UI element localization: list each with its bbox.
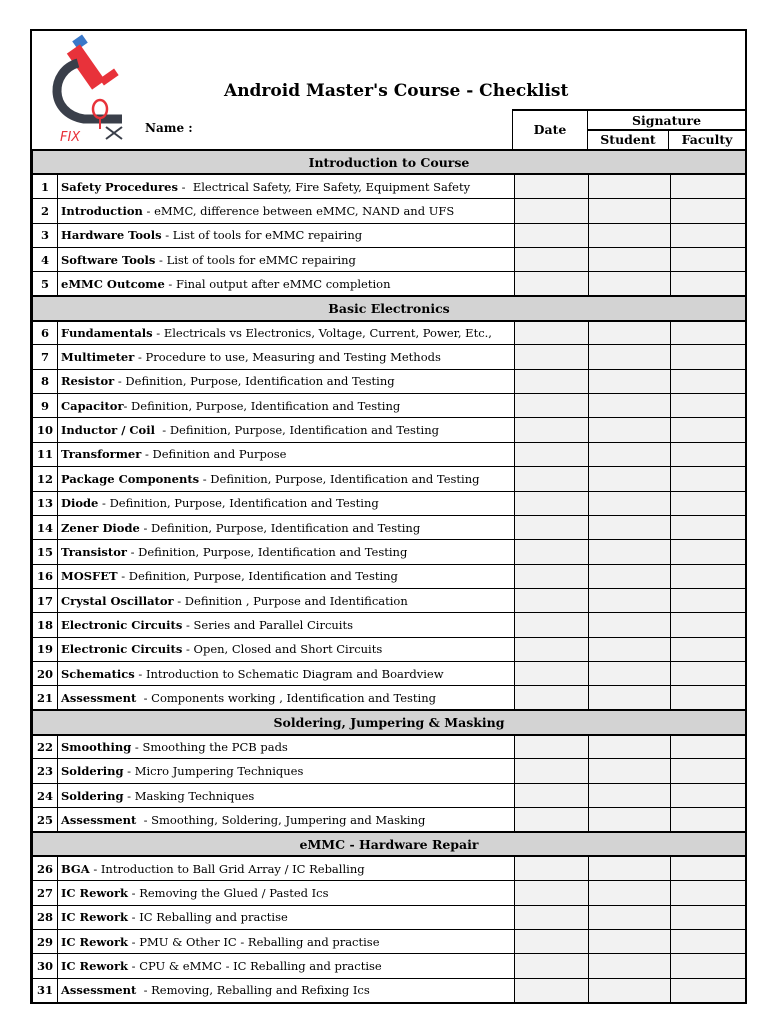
faculty-signature-cell[interactable]: [671, 345, 746, 369]
date-cell[interactable]: [515, 905, 589, 929]
topic-detail: - Definition, Purpose, Identification and Testing: [114, 374, 395, 389]
row-number: 13: [33, 491, 58, 515]
student-signature-cell[interactable]: [589, 247, 671, 271]
date-cell[interactable]: [515, 808, 589, 832]
student-signature-cell[interactable]: [589, 369, 671, 393]
row-number: 10: [33, 418, 58, 442]
faculty-signature-cell[interactable]: [671, 199, 746, 223]
date-cell[interactable]: [515, 515, 589, 539]
faculty-signature-cell[interactable]: [671, 613, 746, 637]
row-number: 1: [33, 174, 58, 198]
checklist-row: [33, 247, 746, 271]
date-cell[interactable]: [515, 856, 589, 880]
faculty-header: Faculty: [668, 130, 745, 149]
faculty-signature-cell[interactable]: [671, 321, 746, 345]
topic-name: Multimeter: [61, 350, 135, 365]
topic-name: Fundamentals: [61, 325, 153, 340]
checklist-row: [33, 783, 746, 807]
topic-detail: - eMMC, difference between eMMC, NAND and UFS: [142, 203, 455, 218]
topic-description: [58, 686, 515, 710]
row-number: 2: [33, 199, 58, 223]
date-cell[interactable]: [515, 418, 589, 442]
topic-name: Introduction: [61, 203, 143, 218]
student-signature-cell[interactable]: [589, 735, 671, 759]
topic-description: [58, 856, 515, 880]
date-cell[interactable]: [515, 588, 589, 612]
section-title: Soldering, Jumpering & Masking: [33, 710, 746, 734]
checklist-row: [33, 345, 746, 369]
topic-detail: - Open, Closed and Short Circuits: [182, 642, 383, 657]
checklist-row: [33, 442, 746, 466]
checklist-row: [33, 808, 746, 832]
student-signature-cell[interactable]: [589, 345, 671, 369]
checklist-table: [32, 149, 746, 1003]
student-signature-cell[interactable]: [589, 637, 671, 661]
student-signature-cell[interactable]: [589, 272, 671, 296]
topic-name: Software Tools: [61, 252, 156, 267]
student-signature-cell[interactable]: [589, 540, 671, 564]
row-number: 27: [33, 881, 58, 905]
topic-description: [58, 564, 515, 588]
student-signature-cell[interactable]: [589, 686, 671, 710]
topic-detail: - Definition, Purpose, Identification and Testing: [199, 471, 480, 486]
row-number: 23: [33, 759, 58, 783]
checklist-row: [33, 223, 746, 247]
checklist-row: [33, 491, 746, 515]
topic-description: [58, 467, 515, 491]
topic-detail: - List of tools for eMMC repairing: [155, 252, 356, 267]
faculty-signature-cell[interactable]: [671, 442, 746, 466]
date-cell[interactable]: [515, 662, 589, 686]
checklist-row: [33, 199, 746, 223]
checklist-sheet: [30, 29, 747, 1004]
faculty-signature-cell[interactable]: [671, 369, 746, 393]
topic-name: Soldering: [61, 764, 124, 779]
row-number: 16: [33, 564, 58, 588]
topic-detail: - Definition, Purpose, Identification and Testing: [123, 398, 401, 413]
topic-description: [58, 199, 515, 223]
topic-name: Diode: [61, 496, 99, 511]
section-title: Introduction to Course: [33, 150, 746, 174]
date-cell[interactable]: [515, 564, 589, 588]
topic-name: Resistor: [61, 374, 115, 389]
checklist-row: [33, 613, 746, 637]
student-signature-cell[interactable]: [589, 905, 671, 929]
student-signature-cell[interactable]: [589, 515, 671, 539]
row-number: 12: [33, 467, 58, 491]
row-number: 26: [33, 856, 58, 880]
checklist-row: [33, 321, 746, 345]
topic-name: IC Rework: [61, 959, 129, 974]
checklist-row: [33, 564, 746, 588]
faculty-signature-cell[interactable]: [671, 881, 746, 905]
faculty-signature-cell[interactable]: [671, 223, 746, 247]
topic-description: [58, 272, 515, 296]
topic-description: [58, 442, 515, 466]
date-cell[interactable]: [515, 954, 589, 978]
checklist-row: [33, 369, 746, 393]
student-header: Student: [587, 130, 668, 149]
student-signature-cell[interactable]: [589, 588, 671, 612]
date-header: Date: [512, 109, 587, 149]
logo-text: FIX: [60, 130, 81, 145]
topic-name: Package Components: [61, 471, 200, 486]
topic-detail: - Definition, Purpose, Identification and Testing: [98, 496, 379, 511]
faculty-signature-cell[interactable]: [671, 686, 746, 710]
topic-detail: - Definition and Purpose: [141, 447, 287, 462]
student-signature-cell[interactable]: [589, 783, 671, 807]
topic-description: [58, 783, 515, 807]
checklist-row: [33, 856, 746, 880]
date-cell[interactable]: [515, 540, 589, 564]
row-number: 11: [33, 442, 58, 466]
date-cell[interactable]: [515, 223, 589, 247]
checklist-row: [33, 686, 746, 710]
faculty-signature-cell[interactable]: [671, 247, 746, 271]
faculty-signature-cell[interactable]: [671, 515, 746, 539]
checklist-row: [33, 954, 746, 978]
topic-description: [58, 808, 515, 832]
row-number: 4: [33, 247, 58, 271]
topic-name: Crystal Oscillator: [61, 593, 174, 608]
topic-name: Transformer: [61, 447, 142, 462]
faculty-signature-cell[interactable]: [671, 418, 746, 442]
topic-name: Transistor: [61, 544, 127, 559]
date-cell[interactable]: [515, 467, 589, 491]
faculty-signature-cell[interactable]: [671, 394, 746, 418]
row-number: 18: [33, 613, 58, 637]
student-signature-cell[interactable]: [589, 613, 671, 637]
student-signature-cell[interactable]: [589, 418, 671, 442]
checklist-row: [33, 735, 746, 759]
topic-description: [58, 540, 515, 564]
faculty-signature-cell[interactable]: [671, 637, 746, 661]
topic-name: Assessment: [61, 812, 137, 827]
row-number: 30: [33, 954, 58, 978]
date-cell[interactable]: [515, 394, 589, 418]
section-header-row: [33, 832, 746, 856]
row-number: 25: [33, 808, 58, 832]
row-number: 31: [33, 978, 58, 1002]
row-number: 17: [33, 588, 58, 612]
row-number: 24: [33, 783, 58, 807]
topic-detail: - IC Reballing and practise: [128, 910, 288, 925]
faculty-signature-cell[interactable]: [671, 174, 746, 198]
checklist-row: [33, 662, 746, 686]
student-signature-cell[interactable]: [589, 491, 671, 515]
topic-detail: - Final output after eMMC completion: [164, 276, 391, 291]
date-cell[interactable]: [515, 199, 589, 223]
faculty-signature-cell[interactable]: [671, 978, 746, 1002]
checklist-row: [33, 394, 746, 418]
row-number: 21: [33, 686, 58, 710]
date-cell[interactable]: [515, 735, 589, 759]
topic-detail: - Definition, Purpose, Identification and Testing: [117, 569, 398, 584]
topic-name: IC Rework: [61, 885, 129, 900]
faculty-signature-cell[interactable]: [671, 905, 746, 929]
row-number: 29: [33, 930, 58, 954]
date-cell[interactable]: [515, 686, 589, 710]
student-signature-cell[interactable]: [589, 321, 671, 345]
student-signature-cell[interactable]: [589, 467, 671, 491]
topic-description: [58, 515, 515, 539]
student-signature-cell[interactable]: [589, 662, 671, 686]
topic-description: [58, 978, 515, 1002]
topic-detail: - Procedure to use, Measuring and Testing Methods: [134, 350, 441, 365]
topic-detail: - List of tools for eMMC repairing: [161, 228, 363, 243]
date-cell[interactable]: [515, 881, 589, 905]
student-signature-cell[interactable]: [589, 442, 671, 466]
row-number: 15: [33, 540, 58, 564]
fix-logo-icon: [44, 33, 154, 145]
topic-name: Assessment: [61, 983, 137, 998]
topic-detail: - Introduction to Ball Grid Array / IC Reballing: [89, 861, 365, 876]
row-number: 22: [33, 735, 58, 759]
topic-description: [58, 759, 515, 783]
topic-name: BGA: [61, 861, 90, 876]
topic-name: Electronic Circuits: [61, 642, 183, 657]
section-header-row: [33, 710, 746, 734]
faculty-signature-cell[interactable]: [671, 930, 746, 954]
topic-detail: - Definition , Purpose and Identification: [173, 593, 408, 608]
row-number: 14: [33, 515, 58, 539]
topic-description: [58, 369, 515, 393]
topic-detail: - Smoothing, Soldering, Jumpering and Masking: [136, 812, 426, 827]
topic-name: eMMC Outcome: [61, 276, 165, 291]
topic-name: Electronic Circuits: [61, 618, 183, 632]
topic-description: [58, 637, 515, 661]
faculty-signature-cell[interactable]: [671, 467, 746, 491]
date-cell[interactable]: [515, 637, 589, 661]
row-number: 9: [33, 394, 58, 418]
student-signature-cell[interactable]: [589, 930, 671, 954]
date-cell[interactable]: [515, 442, 589, 466]
topic-name: Assessment: [61, 690, 137, 705]
topic-description: [58, 613, 515, 637]
row-number: 28: [33, 905, 58, 929]
date-cell[interactable]: [515, 783, 589, 807]
student-signature-cell[interactable]: [589, 881, 671, 905]
row-number: 19: [33, 637, 58, 661]
topic-name: Schematics: [61, 666, 135, 681]
topic-detail: - Masking Techniques: [123, 788, 255, 803]
date-cell[interactable]: [515, 930, 589, 954]
topic-name: IC Rework: [61, 934, 129, 949]
faculty-signature-cell[interactable]: [671, 759, 746, 783]
faculty-signature-cell[interactable]: [671, 662, 746, 686]
row-number: 5: [33, 272, 58, 296]
date-cell[interactable]: [515, 759, 589, 783]
topic-detail: - CPU & eMMC - IC Reballing and practise: [128, 959, 382, 974]
faculty-signature-cell[interactable]: [671, 491, 746, 515]
row-number: 7: [33, 345, 58, 369]
checklist-row: [33, 588, 746, 612]
topic-description: [58, 954, 515, 978]
date-cell[interactable]: [515, 369, 589, 393]
topic-description: [58, 735, 515, 759]
student-signature-cell[interactable]: [589, 199, 671, 223]
student-signature-cell[interactable]: [589, 856, 671, 880]
topic-name: IC Rework: [61, 910, 129, 925]
faculty-signature-cell[interactable]: [671, 954, 746, 978]
topic-description: [58, 223, 515, 247]
student-signature-cell[interactable]: [589, 978, 671, 1002]
student-signature-cell[interactable]: [589, 564, 671, 588]
topic-detail: - Definition, Purpose, Identification and Testing: [139, 520, 421, 535]
topic-description: [58, 345, 515, 369]
checklist-row: [33, 272, 746, 296]
checklist-row: [33, 930, 746, 954]
topic-description: [58, 174, 515, 198]
topic-description: [58, 905, 515, 929]
section-title: Basic Electronics: [33, 296, 746, 320]
section-title: eMMC - Hardware Repair: [33, 832, 746, 856]
faculty-signature-cell[interactable]: [671, 808, 746, 832]
section-header-row: [33, 296, 746, 320]
topic-description: [58, 247, 515, 271]
topic-name: Soldering: [61, 788, 124, 803]
faculty-signature-cell[interactable]: [671, 588, 746, 612]
row-number: 8: [33, 369, 58, 393]
page-title: Android Master's Course - Checklist: [224, 81, 569, 101]
topic-description: [58, 491, 515, 515]
topic-detail: - Removing, Reballing and Refixing Ics: [136, 983, 370, 998]
topic-description: [58, 394, 515, 418]
faculty-signature-cell[interactable]: [671, 735, 746, 759]
topic-detail: - Definition, Purpose, Identification and Testing: [154, 423, 439, 438]
student-signature-cell[interactable]: [589, 394, 671, 418]
topic-name: Hardware Tools: [61, 228, 162, 243]
topic-name: MOSFET: [61, 569, 118, 584]
checklist-row: [33, 881, 746, 905]
checklist-row: [33, 637, 746, 661]
date-cell[interactable]: [515, 613, 589, 637]
topic-name: Smoothing: [61, 740, 132, 755]
topic-name: Capacitor: [61, 398, 124, 413]
topic-detail: - Smoothing the PCB pads: [131, 740, 288, 755]
topic-detail: - Components working , Identification and Testing: [136, 690, 437, 705]
checklist-row: [33, 978, 746, 1002]
signature-header: Signature: [587, 110, 745, 130]
topic-detail: - Introduction to Schematic Diagram and Boardview: [134, 666, 444, 681]
faculty-signature-cell[interactable]: [671, 783, 746, 807]
checklist-row: [33, 467, 746, 491]
row-number: 3: [33, 223, 58, 247]
checklist-row: [33, 759, 746, 783]
topic-detail: - Definition, Purpose, Identification and Testing: [126, 544, 408, 559]
topic-detail: - Electrical Safety, Fire Safety, Equipment Safety: [177, 179, 471, 194]
faculty-signature-cell[interactable]: [671, 272, 746, 296]
date-cell[interactable]: [515, 345, 589, 369]
topic-description: [58, 588, 515, 612]
topic-description: [58, 930, 515, 954]
row-number: 20: [33, 662, 58, 686]
topic-name: Inductor / Coil: [61, 423, 155, 438]
faculty-signature-cell[interactable]: [671, 540, 746, 564]
topic-detail: - Micro Jumpering Techniques: [123, 764, 304, 779]
topic-name: Zener Diode: [61, 520, 140, 535]
date-cell[interactable]: [515, 978, 589, 1002]
checklist-row: [33, 174, 746, 198]
date-cell[interactable]: [515, 174, 589, 198]
student-signature-cell[interactable]: [589, 174, 671, 198]
section-header-row: [33, 150, 746, 174]
date-cell[interactable]: [515, 491, 589, 515]
date-cell[interactable]: [515, 247, 589, 271]
date-cell[interactable]: [515, 321, 589, 345]
topic-description: [58, 662, 515, 686]
sheet-header: [32, 31, 745, 149]
topic-description: [58, 321, 515, 345]
topic-name: Safety Procedures: [61, 179, 178, 194]
student-signature-cell[interactable]: [589, 808, 671, 832]
checklist-row: [33, 515, 746, 539]
checklist-row: [33, 540, 746, 564]
checklist-row: [33, 418, 746, 442]
topic-description: [58, 881, 515, 905]
student-signature-cell[interactable]: [589, 759, 671, 783]
topic-detail: - PMU & Other IC - Reballing and practise: [128, 934, 380, 949]
row-number: 6: [33, 321, 58, 345]
date-cell[interactable]: [515, 272, 589, 296]
student-signature-cell[interactable]: [589, 223, 671, 247]
topic-detail: - Series and Parallel Circuits: [182, 618, 353, 632]
faculty-signature-cell[interactable]: [671, 856, 746, 880]
topic-description: [58, 418, 515, 442]
topic-detail: - Electricals vs Electronics, Voltage, Current, Power, Etc.,: [152, 325, 492, 340]
checklist-row: [33, 905, 746, 929]
faculty-signature-cell[interactable]: [671, 564, 746, 588]
student-signature-cell[interactable]: [589, 954, 671, 978]
name-label: Name :: [145, 121, 193, 135]
topic-detail: - Removing the Glued / Pasted Ics: [128, 885, 329, 900]
